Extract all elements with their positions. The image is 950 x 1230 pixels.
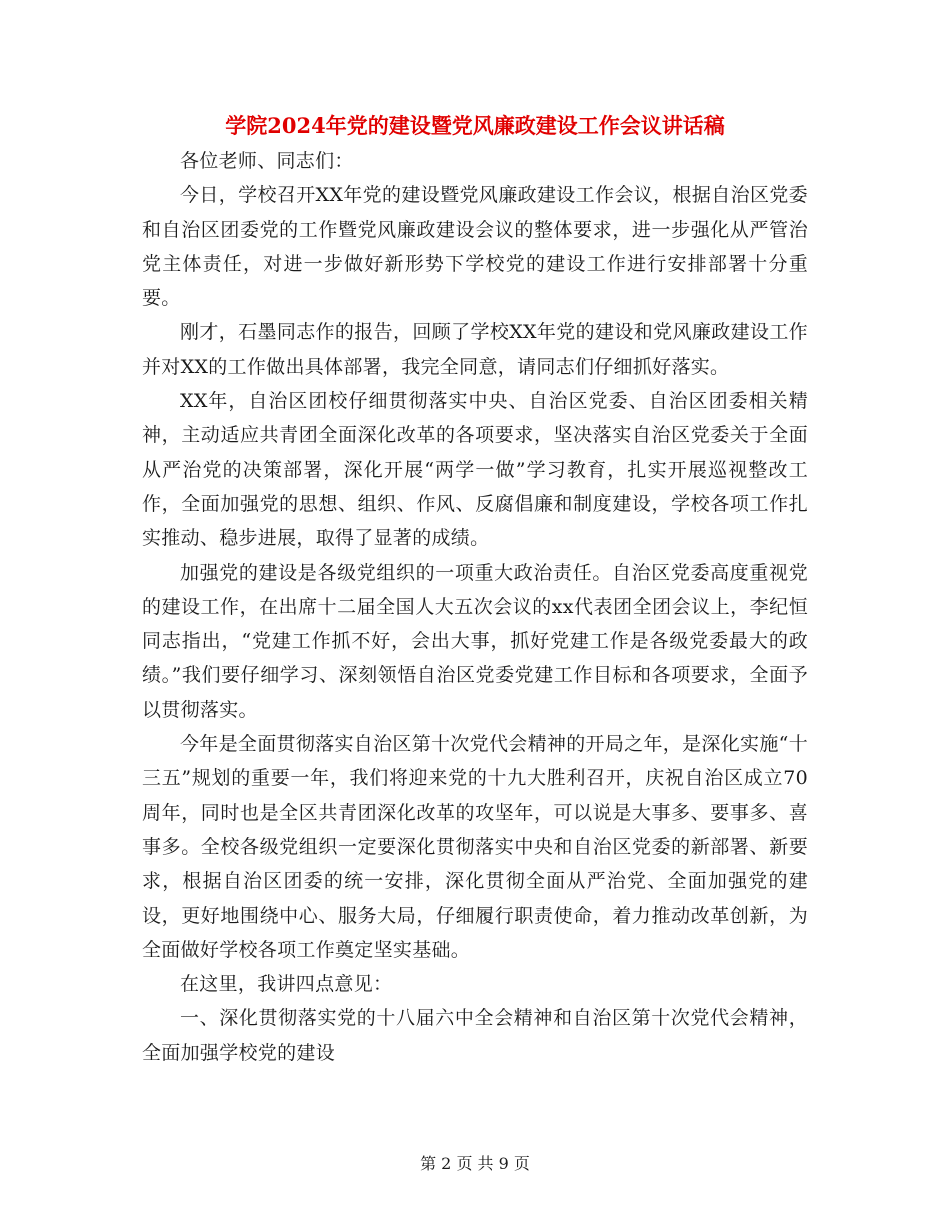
- document-body: [142, 144, 808, 1070]
- paragraph: 加强党的建设是各级党组织的一项重大政治责任。自治区党委高度重视党的建设工作，在出席十二届全国人大五次会议的xx代表团全团会议上，李纪恒同志指出，“党建工作抓不好，会出大事，抓好党建工作是各级党委最大的政绩。”我们要仔细学习、深刻领悟自治区党委党建工作目标和各项要求，全面予以贯彻落实。: [142, 561, 808, 721]
- document-title: 学院2024年党的建设暨党风廉政建设工作会议讲话稿: [225, 113, 725, 138]
- paragraph: XX年，自治区团校仔细贯彻落实中央、自治区党委、自治区团委相关精神，主动适应共青团全面深化改革的各项要求，坚决落实自治区党委关于全面从严治党的决策部署，深化开展“两学一做”学习教育，扎实开展巡视整改工作，全面加强党的思想、组织、作风、反腐倡廉和制度建设，学校各项工作扎实推动、稳步进展，取得了显著的成绩。: [142, 390, 808, 550]
- page-number-footer: 第 2 页 共 9 页: [420, 1154, 530, 1173]
- section-heading: 一、深化贯彻落实党的十八届六中全会精神和自治区第十次党代会精神，全面加强学校党的建设: [142, 1007, 808, 1064]
- paragraph: 今日，学校召开XX年党的建设暨党风廉政建设工作会议，根据自治区党委和自治区团委党的工作暨党风廉政建设会议的整体要求，进一步强化从严管治党主体责任，对进一步做好新形势下学校党的建设工作进行安排部署十分重要。: [142, 184, 808, 310]
- salutation: 各位老师、同志们：: [180, 150, 354, 172]
- paragraph: 刚才，石墨同志作的报告，回顾了学校XX年党的建设和党风廉政建设工作并对XX的工作做出具体部署，我完全同意，请同志们仔细抓好落实。: [142, 321, 808, 378]
- paragraph: 今年是全面贯彻落实自治区第十次党代会精神的开局之年，是深化实施“十三五”规划的重要一年，我们将迎来党的十九大胜利召开，庆祝自治区成立70周年，同时也是全区共青团深化改革的攻坚年，可以说是大事多、要事多、喜事多。全校各级党组织一定要深化贯彻落实中央和自治区党委的新部署、新要求，根据自治区团委的统一安排，深化贯彻全面从严治党、全面加强党的建设，更好地围绕中心、服务大局，仔细履行职责使命，着力推动改革创新，为全面做好学校各项工作奠定坚实基础。: [142, 733, 808, 961]
- paragraph: 在这里，我讲四点意见：: [180, 973, 393, 996]
